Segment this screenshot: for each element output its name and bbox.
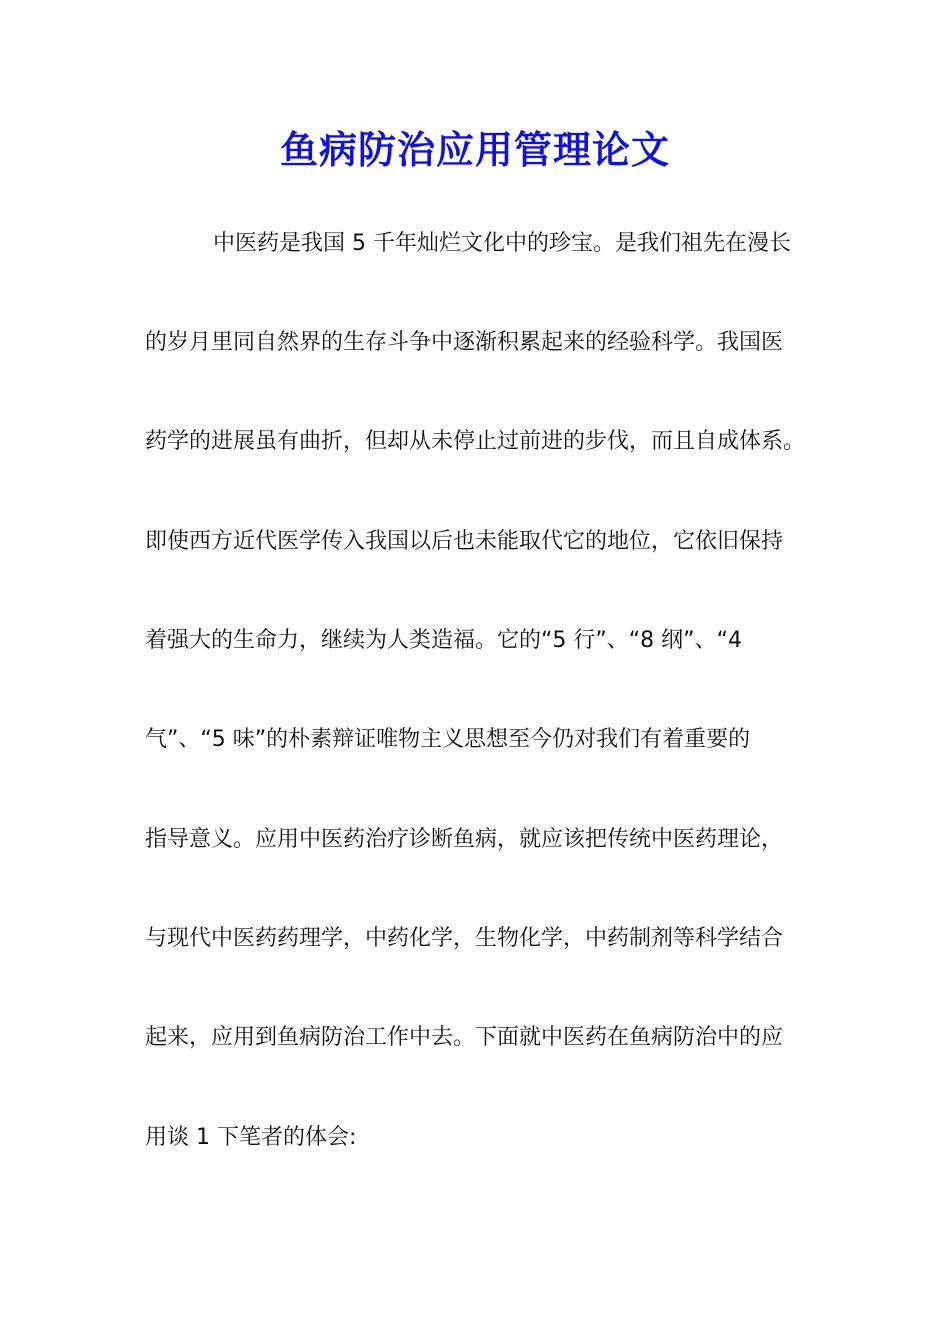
paragraph-line-10: 用谈 1 下笔者的体会: [145,1125,357,1150]
paragraph-line-9: 起来，应用到鱼病防治工作中去。下面就中医药在鱼病防治中的应 [145,1025,784,1050]
paragraph-line-2: 的岁月里同自然界的生存斗争中逐渐积累起来的经验科学。我国医 [145,330,784,355]
paragraph-line-6: 气”、“5 味”的朴素辩证唯物主义思想至今仍对我们有着重要的 [145,727,751,752]
paragraph-line-5: 着强大的生命力，继续为人类造福。它的“5 行”、“8 纲”、“4 [145,628,742,653]
document-title: 鱼病防治应用管理论文 [279,127,670,172]
paragraph-line-4: 即使西方近代医学传入我国以后也未能取代它的地位，它依旧保持 [145,529,784,554]
paragraph-line-1: 中医药是我国 5 千年灿烂文化中的珍宝。是我们祖先在漫长 [213,231,791,256]
paragraph-line-8: 与现代中医药药理学，中药化学，生物化学，中药制剂等科学结合 [145,926,784,951]
paragraph-line-3: 药学的进展虽有曲折，但却从未停止过前进的步伐，而且自成体系。 [145,429,806,454]
paragraph-line-7: 指导意义。应用中医药治疗诊断鱼病，就应该把传统中医药理论， [145,827,784,852]
